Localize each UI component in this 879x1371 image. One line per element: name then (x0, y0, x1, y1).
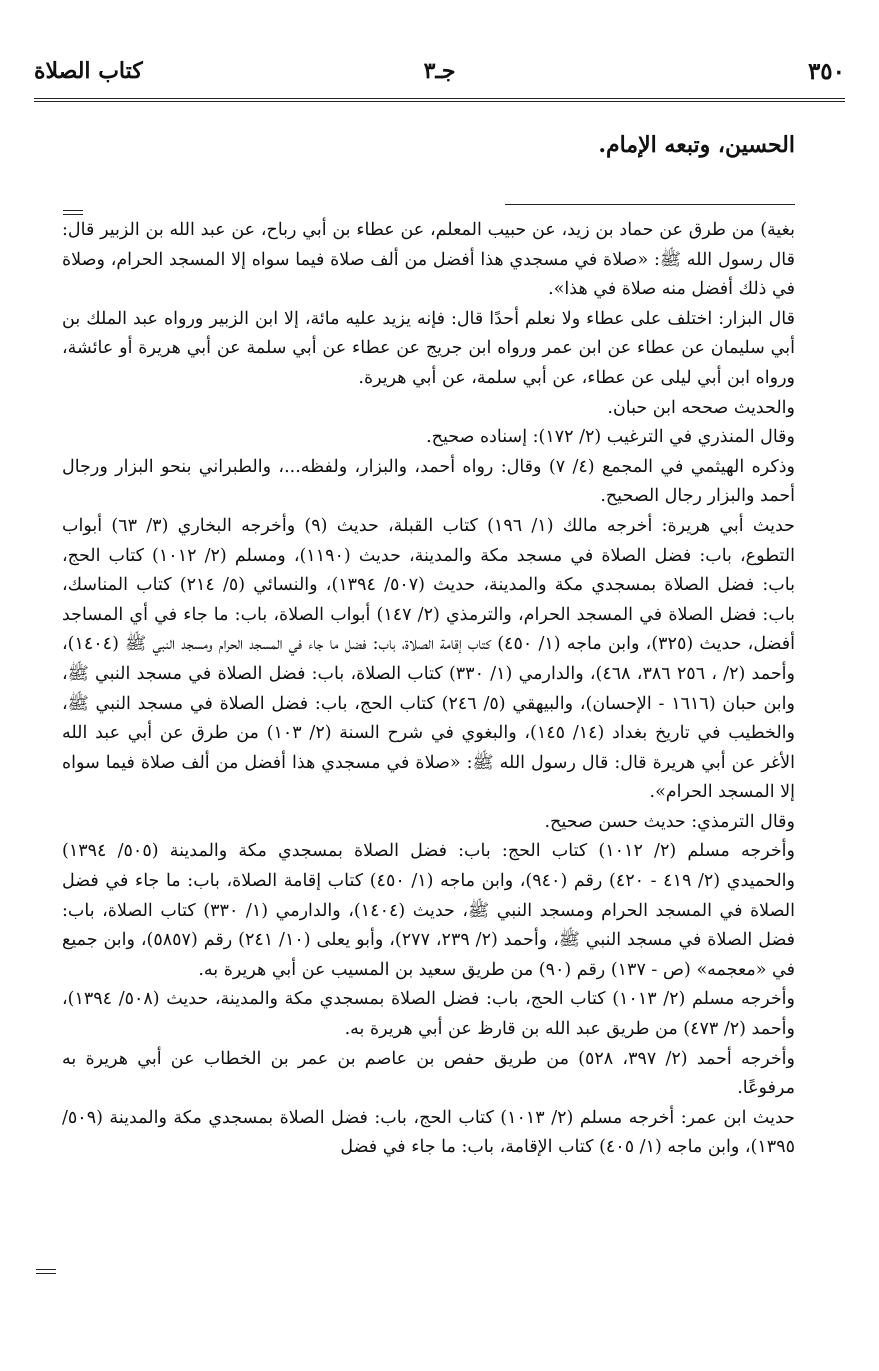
page-number: ٣٥٠ (807, 58, 845, 85)
footnotes (62, 216, 795, 1163)
page-header (34, 58, 845, 88)
footnote-separator (505, 204, 795, 205)
header-rule (34, 98, 845, 102)
footnote-paragraph: وذكره الهيثمي في المجمع (٤/ ٧) وقال: رواه أحمد، والبزار، ولفظه...، والطبراني بنحو البزار ورجال أحمد والبزار رجال الصحيح. (62, 456, 796, 507)
volume-label: جـ٣ (423, 58, 456, 84)
footnote-paragraph: والحديث صححه ابن حبان. (607, 397, 795, 418)
footnote-paragraph: وأخرجه أحمد (٢/ ٣٩٧، ٥٢٨) من طريق حفص بن عاصم بن عمر بن الخطاب عن أبي هريرة به مرفوعًا. (62, 1048, 795, 1099)
main-text: الحسين، وتبعه الإمام. (598, 132, 795, 158)
book-title: كتاب الصلاة (34, 58, 143, 84)
footnote-paragraph: قال البزار: اختلف على عطاء ولا نعلم أحدًا قال: فإنه يزيد عليه مائة، إلا ابن الزبير ورواه عبد الملك بن أبي سليمان عن عطاء عن ابن عمر ورواه ابن جريج عن عطاء عن أبي سلمة عن أبي هريرة أو عائشة، ورواه ابن أبي ليلى عن عطاء، عن أبي سلمة، عن أبي هريرة. (62, 308, 795, 388)
footnote-continues-mark (36, 1269, 56, 1277)
footnote-paragraph: حديث ابن عمر: أخرجه مسلم (٢/ ١٠١٣) كتاب الحج، باب: فضل الصلاة بمسجدي مكة والمدينة (٥٠٩/ ١٣٩٥)، وابن ماجه (١/ ٤٠٥) كتاب الإقامة، باب: ما جاء في فضل (62, 1107, 795, 1158)
footnote-paragraph: وأخرجه مسلم (٢/ ١٠١٣) كتاب الحج، باب: فضل الصلاة بمسجدي مكة والمدينة، حديث (٥٠٨/ ١٣٩٤)، وأحمد (٢/ ٤٧٣) من طريق عبد الله بن قارظ عن أبي هريرة به. (62, 989, 795, 1040)
footnote-paragraph: بغية) من طرق عن حماد بن زيد، عن حبيب المعلم، عن عطاء بن أبي رباح، عن عبد الله بن الزبير قال: قال رسول الله ﷺ: «صلاة في مسجدي هذا أفضل من ألف صلاة فيما سواه إلا المسجد الحرام، وصلاة في ذلك أفضل منه صلاة في هذا». (62, 220, 795, 300)
footnote-paragraph: وأخرجه مسلم (٢/ ١٠١٢) كتاب الحج: باب: فضل الصلاة بمسجدي مكة والمدينة (٥٠٥/ ١٣٩٤) والحميدي (٢/ ٤١٩ - ٤٢٠) رقم (٩٤٠)، وابن ماجه (١/ ٤٥٠) كتاب إقامة الصلاة، باب: ما جاء في فضل الصلاة في المسجد الحرام ومسجد النبي ﷺ، حديث (١٤٠٤)، والدارمي (١/ ٣٣٠) كتاب الصلاة، باب: فضل الصلاة في مسجد النبي ﷺ، وأحمد (٢/ ٢٣٩، ٢٧٧)، وأبو يعلى (١٠/ ٢٤١) رقم (٥٨٥٧)، وابن جميع في «معجمه» (ص - ١٣٧) رقم (٩٠) من طريق سعيد بن المسيب عن أبي هريرة به. (62, 841, 796, 980)
footnote-paragraph: حديث أبي هريرة: أخرجه مالك (١/ ١٩٦) كتاب القبلة، حديث (٩) وأخرجه البخاري (٣/ ٦٣) أبواب التطوع، باب: فضل الصلاة في مسجد مكة والمدينة، حديث (١١٩٠)، ومسلم (٢/ ١٠١٢) كتاب الحج، باب: فضل الصلاة بمسجدي مكة والمدينة، حديث (٥٠٧/ ١٣٩٤)، والنسائي (٥/ ٢١٤) كتاب المناسك، باب: فضل الصلاة في المسجد الحرام، والترمذي (٢/ ١٤٧) أبواب الصلاة، باب: ما جاء في أي المساجد أفضل، حديث (٣٢٥)، وابن ماجه (١/ ٤٥٠) كتاب إقامة الصلاة، باب: فضل ما جاء في المسجد الحرام ومسجد النبي ﷺ (١٤٠٤)، وأحمد (٢/ ، ٢٥٦ ٣٨٦، ٤٦٨)، والدارمي (١/ ٣٣٠) كتاب الصلاة، باب: فضل الصلاة في مسجد النبي ﷺ، وابن حبان (١٦١٦ - الإحسان)، والبيهقي (٥/ ٢٤٦) كتاب الحج، باب: فضل الصلاة في مسجد النبي ﷺ، والخطيب في تاريخ بغداد (١٤/ ١٤٥)، والبغوي في شرح السنة (٢/ ١٠٣) من طرق عن أبي عبد الله الأغر عن أبي هريرة قال: قال رسول الله ﷺ: «صلاة في مسجدي هذا أفضل من ألف صلاة فيما سواه إلا المسجد الحرام». (62, 515, 795, 803)
footnote-paragraph: وقال الترمذي: حديث حسن صحيح. (544, 811, 795, 832)
footnote-paragraph: وقال المنذري في الترغيب (٢/ ١٧٢): إسناده صحيح. (426, 427, 795, 448)
